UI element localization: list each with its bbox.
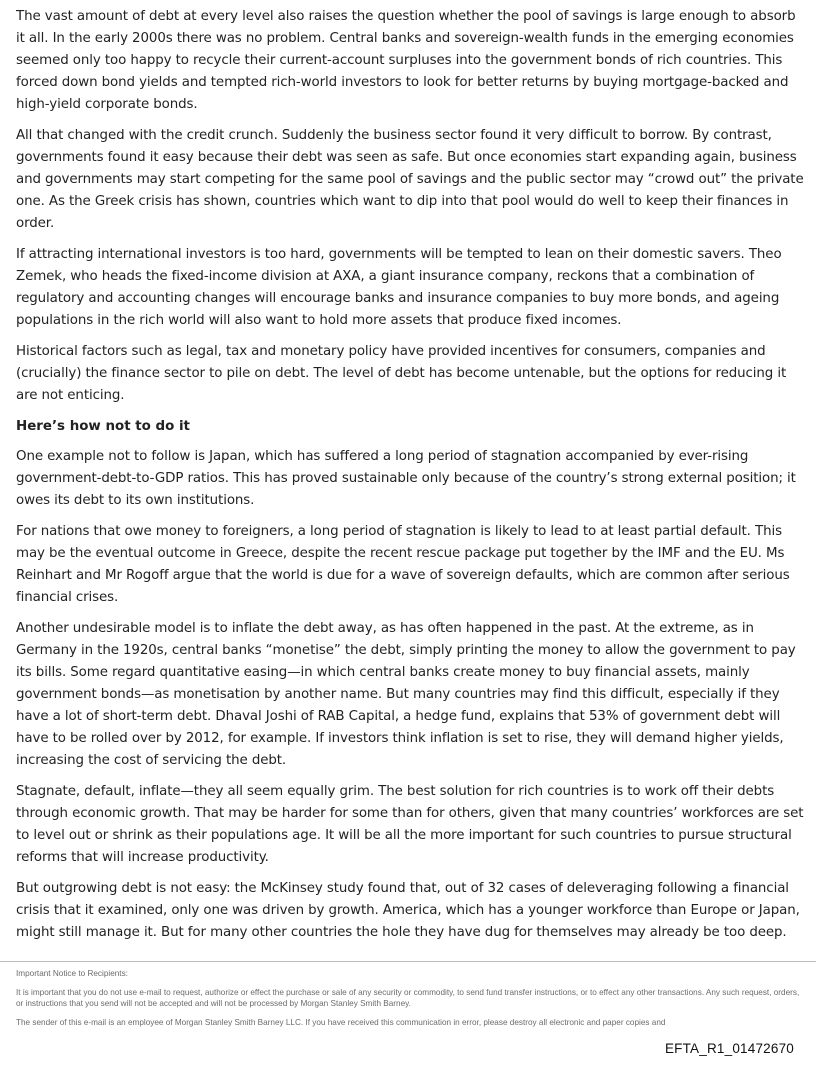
notice-text: It is important that you do not use e-mail to request, authorize or effect the purchase or sale of any security or commodity, to send fund transfer instructions, or to effect any other transactions. Any such request, orders, or instructions that you send will not be accepted and will not be processed by Morgan Stanley Smith Barney. — [16, 988, 800, 1008]
notice-text: The sender of this e-mail is an employee of Morgan Stanley Smith Barney LLC. If you have received this communication in error, please destroy all electronic and paper copies and — [16, 1018, 666, 1027]
article-paragraph: If attracting international investors is too hard, governments will be tempted to lean on their domestic savers. Theo Zemek, who heads the fixed-income division at AXA, a giant insurance company, reckons that a combination of regulatory and accounting changes will encourage banks and insurance companies to buy more bonds, and ageing populations in the rich world will also want to hold more assets that produce fixed incomes. — [16, 247, 782, 328]
article-paragraph: But outgrowing debt is not easy: the McKinsey study found that, out of 32 cases of deleveraging following a financial crisis that it examined, only one was driven by growth. America, which has a younger workforce than Europe or Japan, might still manage it. But for many other countries the hole they have dug for themselves may already be too deep. — [16, 881, 800, 940]
article-body — [16, 6, 808, 953]
article-paragraph: The vast amount of debt at every level also raises the question whether the pool of savings is large enough to absorb it all. In the early 2000s there was no problem. Central banks and sovereign-wealth funds in the emerging economies seemed only too happy to recycle their current-account surpluses into the government bonds of rich countries. This forced down bond yields and tempted rich-world investors to look for better returns by buying mortgage-backed and high-yield corporate bonds. — [16, 9, 796, 112]
article-paragraph: Another undesirable model is to inflate the debt away, as has often happened in the past. At the extreme, as in Germany in the 1920s, central banks “monetise” the debt, simply printing the money to allow the government to pay its bills. Some regard quantitative easing—in which central banks create money to buy financial assets, mainly government bonds—as monetisation by another name. But many countries may find this difficult, especially if they have a lot of short-term debt. Dhaval Joshi of RAB Capital, a hedge fund, explains that 53% of government debt will have to be rolled over by 2012, for example. If investors think inflation is set to rise, they will demand higher yields, increasing the cost of servicing the debt. — [16, 621, 796, 768]
article-paragraph: Historical factors such as legal, tax and monetary policy have provided incentives for consumers, companies and (crucially) the finance sector to pile on debt. The level of debt has become untenable, but the options for reducing it are not enticing. — [16, 344, 787, 403]
article-paragraph: All that changed with the credit crunch. Suddenly the business sector found it very difficult to borrow. By contrast, governments found it easy because their debt was seen as safe. But once economies start expanding again, business and governments may start competing for the same pool of savings and the public sector may “crowd out” the private one. As the Greek crisis has shown, countries which want to dip into that pool would do well to keep their finances in order. — [16, 128, 804, 231]
document-id: EFTA_R1_01472670 — [664, 1041, 794, 1056]
article-paragraph: Stagnate, default, inflate—they all seem equally grim. The best solution for rich countries is to work off their debts through economic growth. That may be harder for some than for others, given that many countries’ workforces are set to level out or shrink as their populations age. It will be all the more important for such countries to pursue structural reforms that will increase productivity. — [16, 784, 804, 865]
legal-notice — [0, 961, 816, 1036]
section-heading: Here’s how not to do it — [16, 419, 190, 434]
article-paragraph: One example not to follow is Japan, which has suffered a long period of stagnation accompanied by ever-rising government-debt-to-GDP ratios. This has proved sustainable only because of the country’s strong external position; it owes its debt to its own institutions. — [16, 449, 796, 508]
notice-title: Important Notice to Recipients: — [16, 969, 128, 978]
article-paragraph: For nations that owe money to foreigners, a long period of stagnation is likely to lead to at least partial default. This may be the eventual outcome in Greece, despite the recent rescue package put together by the IMF and the EU. Ms Reinhart and Mr Rogoff argue that the world is due for a wave of sovereign defaults, which are common after serious financial crises. — [16, 524, 790, 605]
